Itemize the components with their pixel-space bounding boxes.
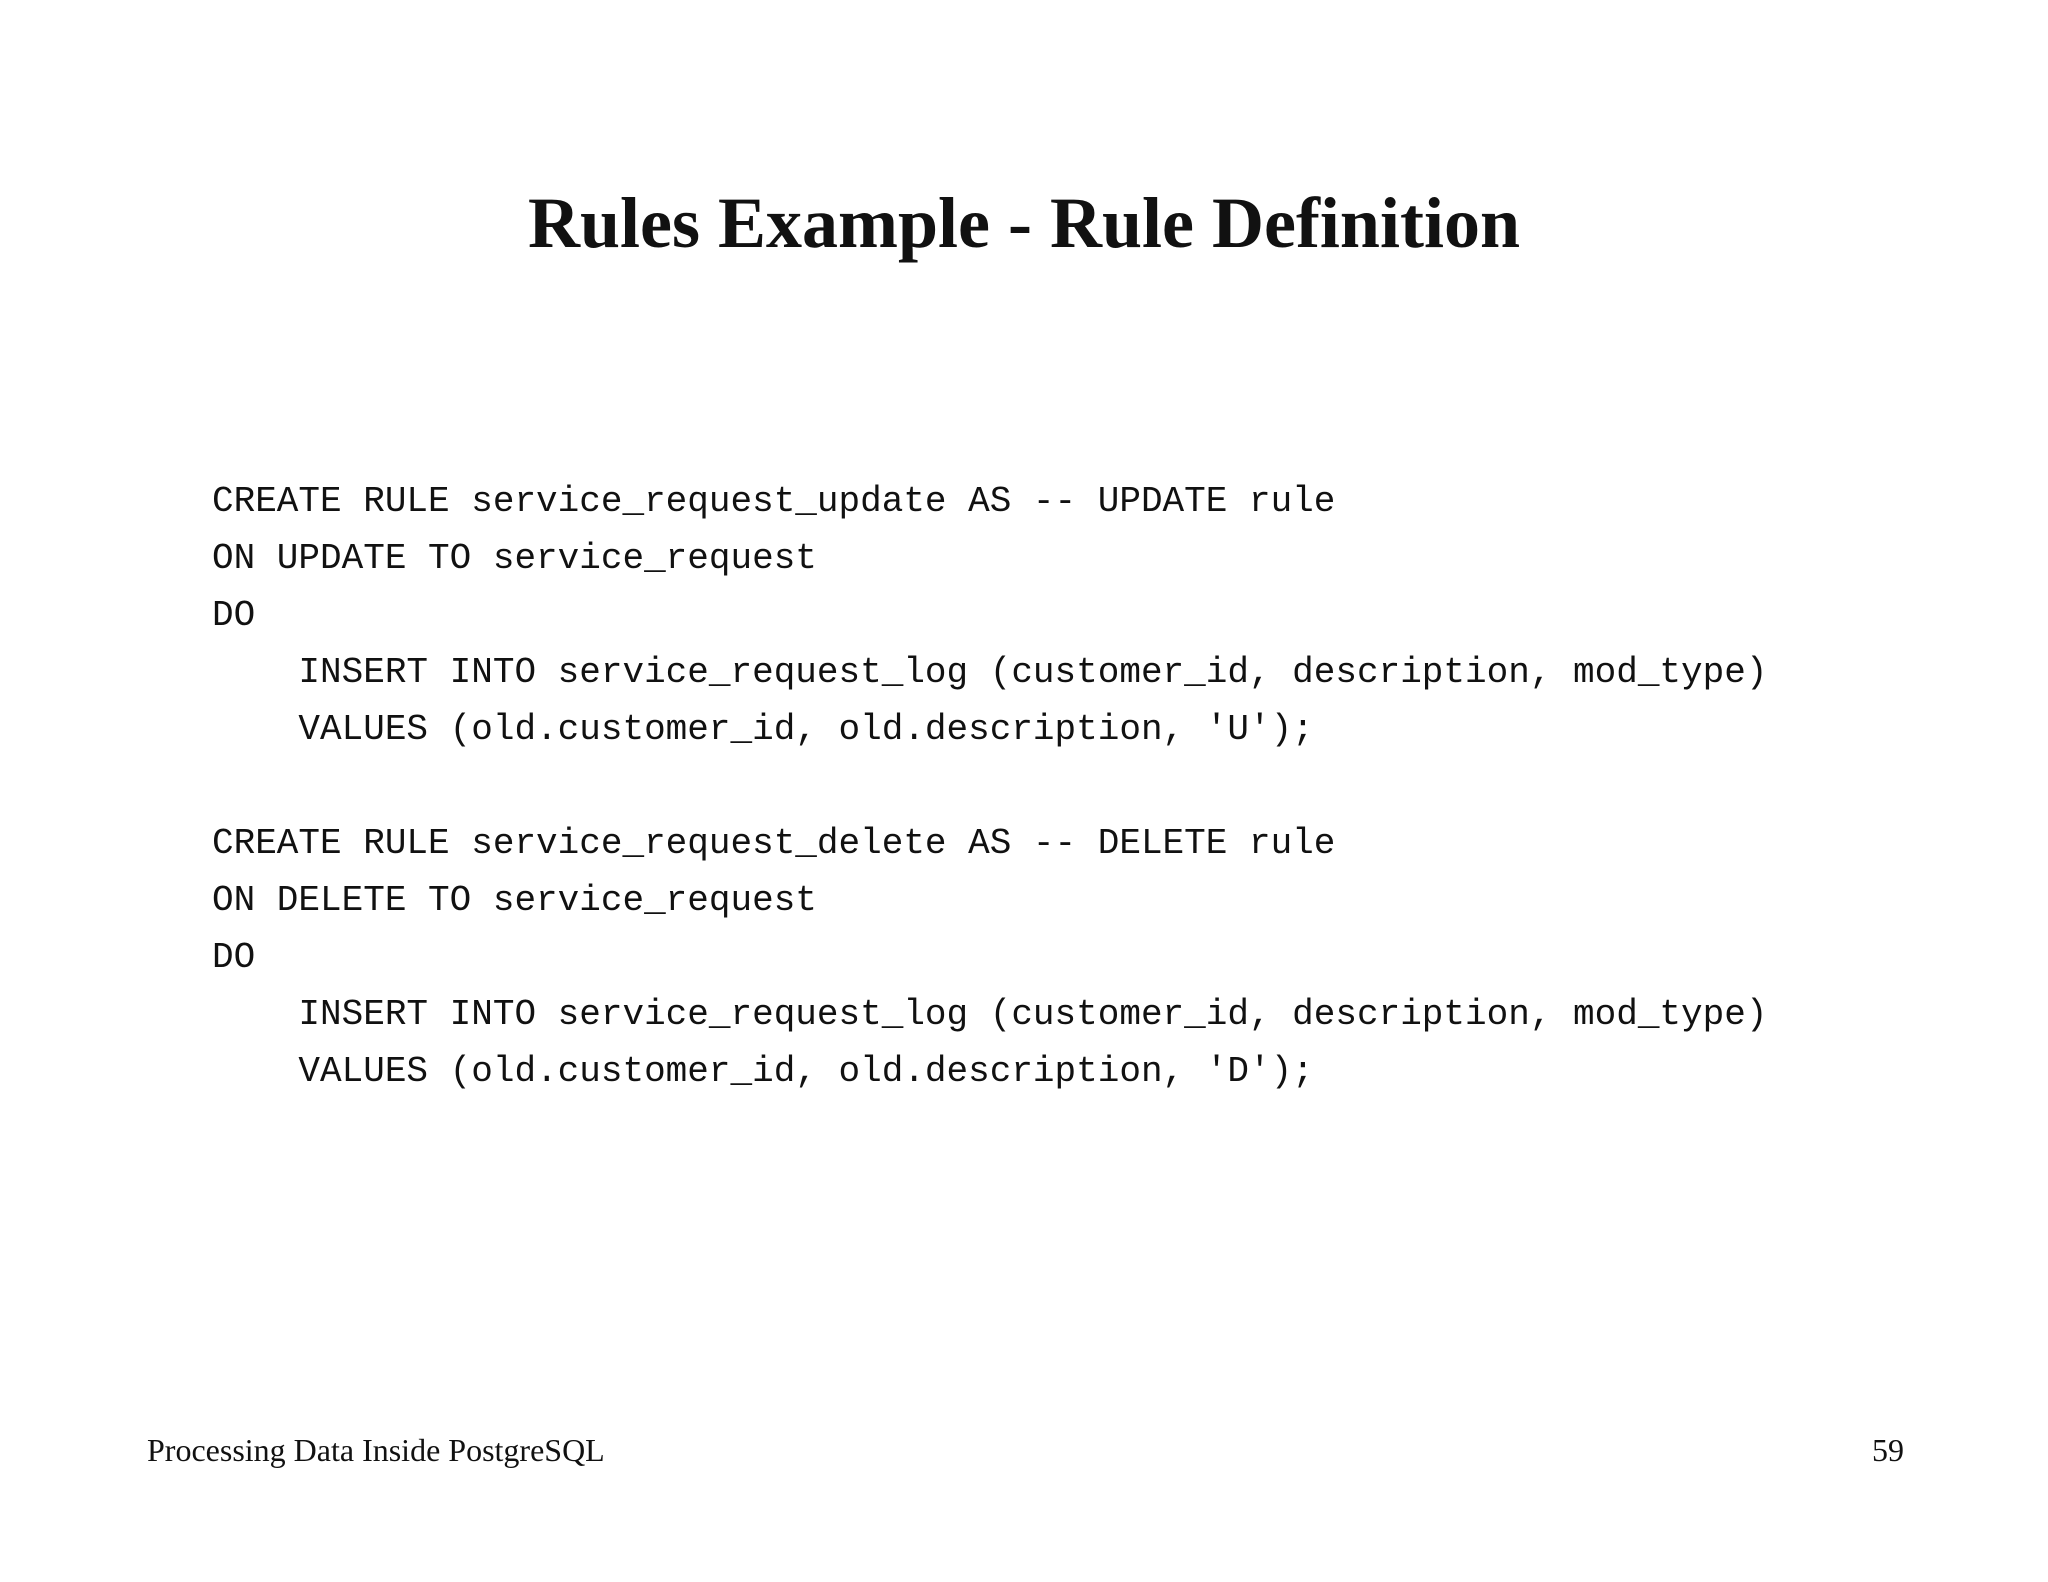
code-line: ON UPDATE TO service_request	[212, 538, 817, 579]
footer-page-number: 59	[1872, 1432, 1904, 1468]
code-block	[212, 473, 1912, 1100]
code-line: DO	[212, 937, 256, 978]
code-line: INSERT INTO service_request_log (customer_id, description, mod_type)	[212, 994, 1768, 1035]
code-line: VALUES (old.customer_id, old.description, 'D');	[212, 1051, 1314, 1092]
code-line: INSERT INTO service_request_log (customer_id, description, mod_type)	[212, 652, 1768, 693]
code-line: CREATE RULE service_request_delete AS -- DELETE rule	[212, 823, 1336, 864]
code-line: CREATE RULE service_request_update AS -- UPDATE rule	[212, 481, 1336, 522]
footer-document-title: Processing Data Inside PostgreSQL	[147, 1432, 605, 1468]
slide-title: Rules Example - Rule Definition	[527, 183, 1520, 263]
code-line: DO	[212, 595, 256, 636]
code-line: ON DELETE TO service_request	[212, 880, 817, 921]
code-line-blank	[212, 758, 1912, 815]
code-line: VALUES (old.customer_id, old.description, 'U');	[212, 709, 1314, 750]
